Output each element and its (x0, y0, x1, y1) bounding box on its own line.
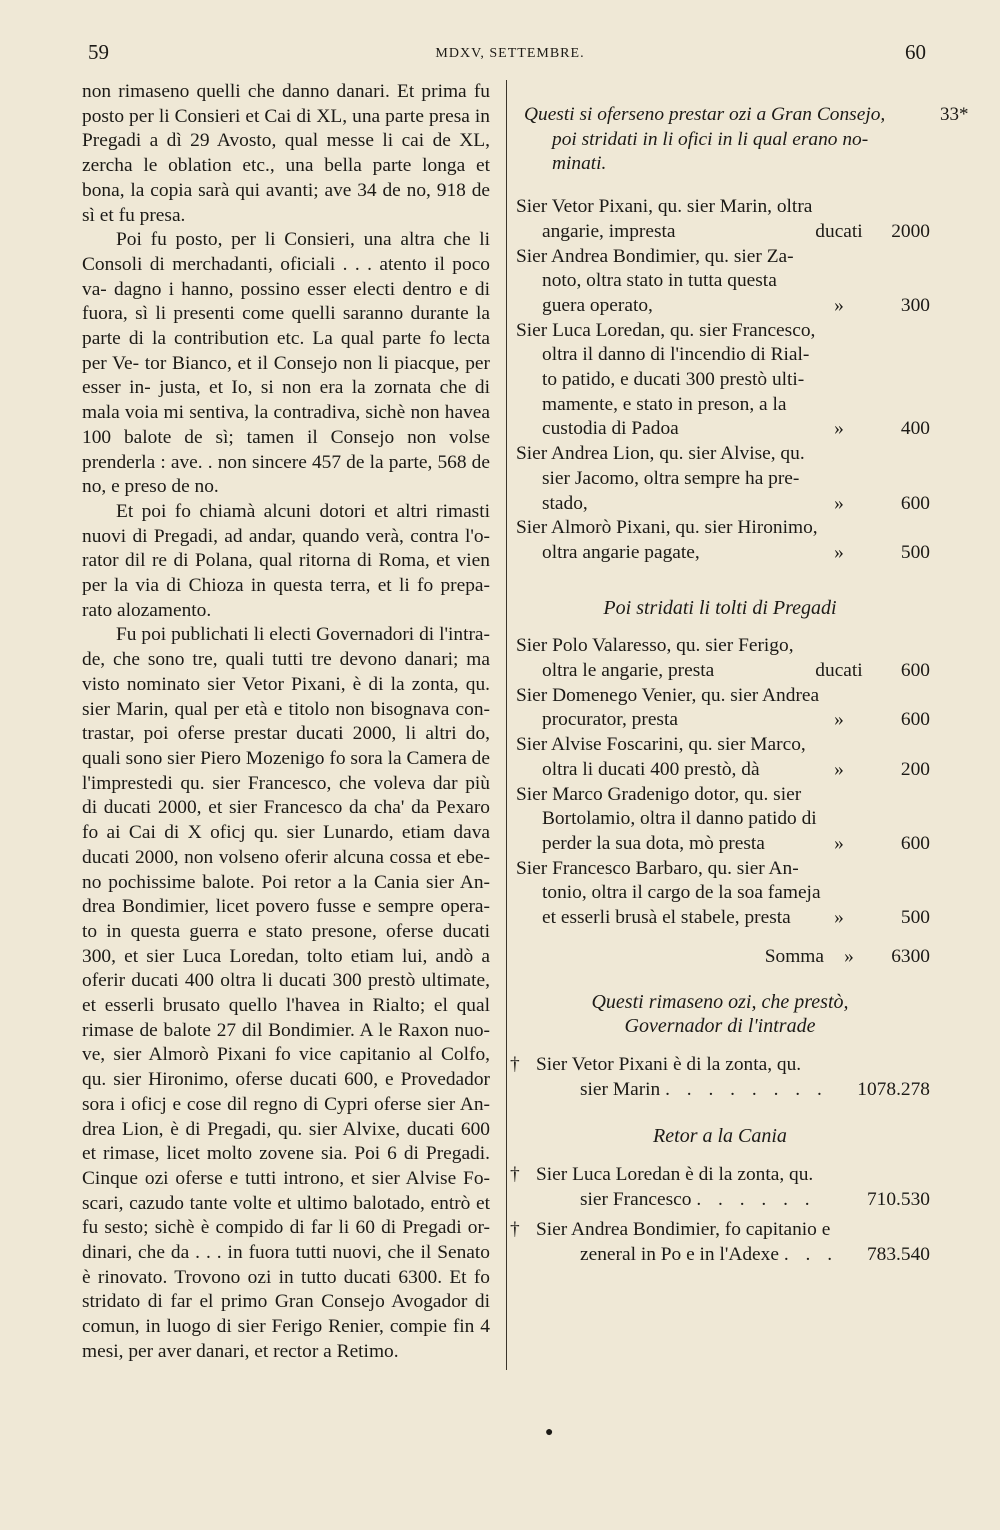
section-title-line: Governador di l'intrade (624, 1015, 816, 1038)
text-line: fu presa. (118, 204, 186, 226)
list-item (510, 516, 930, 565)
amount (804, 220, 930, 245)
amount-prefix: » (834, 832, 844, 854)
text-line: è rinovato. Trovono ozi in tutto ducati 6300. Et fo (82, 1266, 490, 1288)
list-item (510, 857, 930, 931)
text-line: justa, et Io, si non era la zornata che di mala voia mi (82, 377, 490, 424)
text-line: in Pregadi a dì 29 Avosto, qual messe li cai de XL, (82, 105, 490, 152)
text-line: rator dil re di Polana, qual ritorna di Roma, et vien (82, 550, 490, 572)
list-item (510, 195, 930, 244)
list-item (510, 442, 930, 516)
leader-dots: . . . . . . . . (665, 1078, 828, 1100)
text-line: sentiva, la contradiva, sichè non havea 100 balote de (82, 402, 490, 448)
text-line: to in questa guerra e stato presone, oferse ducati (82, 920, 490, 942)
text-line: la copia sarà qui avanti; ave 34 de no, 918 de sì et (82, 179, 490, 226)
entry-text: zeneral in Po e in l'Adexe (580, 1244, 779, 1266)
intro-line: Questi si oferseno prestar ozi a Gran Consejo, (524, 104, 886, 125)
amount-value: 710.530 (866, 1188, 930, 1210)
text-line: dagno i hanno, possino esser electi dentro e di fuora, (82, 278, 490, 325)
amount (804, 906, 930, 931)
left-column (82, 80, 490, 1365)
dagger-mark: † (510, 1053, 520, 1075)
amount-value: 200 (900, 758, 930, 780)
text-line: non rimaseno quelli che danno danari. Et prima fu (82, 81, 490, 102)
entry-line: oltra il danno di l'incendio di Rial- (542, 344, 810, 366)
amount-value: 2000 (891, 220, 930, 242)
list-item (510, 783, 930, 857)
text-line: Et poi fo chiamà alcuni dotori et altri rimasti (116, 500, 490, 522)
running-header: MDXV, SETTEMBRE. (435, 46, 585, 61)
entry-text: sier Marin (580, 1078, 661, 1100)
text-line: 300, et sier Luca Loredan, tolto etiam lui, andò a (82, 945, 490, 967)
amount-value: 600 (900, 660, 930, 682)
intro-line: poi stridati in li ofici in li qual erano no- (552, 128, 869, 150)
amount (804, 294, 930, 319)
entry-line: et esserli brusà el stabele, presta (542, 907, 791, 929)
amount-value: 783.540 (866, 1244, 930, 1266)
entry-line: custodia di Padoa (542, 418, 679, 440)
amount-value: 300 (900, 294, 930, 316)
amount (804, 832, 930, 857)
sum-row (510, 945, 930, 970)
text-line: qu. sier Hironimo, oferse ducati 600, e Provedador (82, 1069, 490, 1091)
entry-line: oltra li ducati 400 prestò, dà (542, 758, 760, 780)
paragraph (82, 80, 490, 228)
list-item (510, 319, 930, 443)
entry-text: sier Francesco (580, 1188, 692, 1210)
amount-prefix: » (834, 492, 844, 514)
list-item (510, 634, 930, 683)
text-line: no pochissime balote. Poi retor a la Cania sier An- (82, 871, 490, 893)
amount (804, 659, 930, 684)
page-number-right: 60 (905, 40, 926, 64)
sum-label: Somma (764, 945, 824, 967)
text-line: Cinque ozi oferse e tutti introno, et sier Alvise Fo- (82, 1167, 490, 1189)
text-line: dinari, che da . . . in fuora tutti nuovi, che il Senato (82, 1242, 490, 1264)
amount-value: 600 (900, 709, 930, 731)
section-title (510, 990, 930, 1039)
text-line: et rimase, licet molto zovene sia. Poi 6 di Pregadi. (82, 1143, 490, 1165)
page-number-left: 59 (88, 40, 109, 64)
list-item (510, 1218, 930, 1267)
section-title: Retor a la Cania (653, 1125, 787, 1148)
entry-line: Sier Francesco Barbaro, qu. sier An- (516, 857, 799, 879)
entry-line: tonio, oltra il cargo de la soa fameja (542, 882, 821, 904)
text-line: sora i oficj e cose dil regno di Cypri oferse sier An- (82, 1093, 490, 1115)
entry-line: oltra le angarie, presta (542, 660, 715, 682)
entry-line: procurator, presta (542, 709, 678, 731)
right-column (510, 103, 969, 1274)
text-line: fo ai Cai di X oficj qu. sier Lunardo, etiam dava (82, 822, 490, 844)
amount-value: 1078.278 (857, 1078, 930, 1100)
amount-value: 600 (900, 492, 930, 514)
text-line: trastar, poi oferse prestar ducati 2000, li altri do, (82, 723, 490, 745)
text-line: rimase de balote 27 dil Bondimier. A le Raxon nuo- (82, 1019, 490, 1041)
entry-line: Sier Luca Loredan, qu. sier Francesco, (516, 319, 816, 341)
list-item (510, 245, 930, 319)
paragraph (82, 500, 490, 624)
amount-value: 400 (900, 418, 930, 440)
text-line: sincere 457 de la parte, 568 de no, e preso de no. (82, 451, 490, 498)
text-line: quali sono sier Piero Mozenigo fo sora la Camera de (82, 747, 490, 769)
list-item (510, 733, 930, 782)
text-line: sì li presenti come quelli saranno durante la parte (82, 303, 490, 350)
entry-line: guera operato, (542, 294, 653, 316)
entry-line: angarie, impresta (542, 220, 676, 242)
text-line: sì; tamen il Consejo non volse prenderla : ave. . non (82, 426, 490, 473)
text-line: zercha le oblation etc., una bella parte longa et bona, (82, 155, 490, 201)
entry-line: Sier Almorò Pixani, qu. sier Hironimo, (516, 517, 818, 539)
amount (804, 708, 930, 733)
amount-prefix: ducati (815, 660, 863, 682)
amount-prefix: » (834, 294, 844, 316)
leader-dots: . . . (783, 1244, 839, 1266)
amount (804, 541, 930, 566)
entry-line: Sier Polo Valaresso, qu. sier Ferigo, (516, 635, 794, 657)
text-line: di la contribution etc. La qual parte fo lecta per Ve- (82, 328, 490, 374)
text-line: oferir ducati 400 oltra li ducati 300 prestò ultimate, (82, 970, 490, 992)
section-title: Poi stridati li tolti di Pregadi (603, 596, 837, 619)
text-line: tor Bianco, et il Consejo non li piacque, per esser in- (82, 352, 490, 399)
entry-line: Bortolamio, oltra il danno patido di (542, 808, 817, 830)
column-divider (506, 80, 507, 1370)
entry-line: Sier Vetor Pixani, qu. sier Marin, oltra (516, 196, 813, 218)
amount (804, 492, 930, 517)
entry-line: Sier Andrea Bondimier, fo capitanio e (536, 1219, 831, 1241)
amount-value: 600 (900, 832, 930, 854)
sum-prefix: » (844, 945, 854, 967)
entry-line: Sier Luca Loredan è di la zonta, qu. (536, 1164, 814, 1186)
intro-line: minati. (552, 153, 607, 175)
list-item (510, 1163, 930, 1212)
text-line: stridato di far el primo Gran Consejo Avogador di (82, 1291, 490, 1313)
list-intro (510, 103, 969, 177)
amount-value: 500 (900, 907, 930, 929)
text-line: 4 mesi, per aver danari, et rector a Retimo. (82, 1316, 490, 1362)
text-line: posto per li Consieri et Cai di XL, una parte presa (82, 105, 470, 127)
amount-prefix: » (834, 758, 844, 780)
text-line: di ducati 2000, et sier Francesco da cha' da Pexaro (82, 797, 490, 819)
entry-line: Sier Vetor Pixani è di la zonta, qu. (536, 1053, 802, 1075)
text-line: l'imprestedi qu. sier Francesco, che voleva dar più (82, 772, 490, 794)
entry-line: noto, oltra stato in tutta questa (542, 270, 777, 292)
leader-dots: . . . . . . (696, 1188, 816, 1210)
text-line: de, che sono tre, quali tutti tre devono danari; ma (82, 649, 490, 671)
entry-line: Sier Domenego Venier, qu. sier Andrea (516, 684, 820, 706)
text-line: fu sesto; sichè è compido di far li 60 di Pregadi or- (82, 1217, 490, 1239)
text-line: Consoli di merchadanti, oficiali . . . atento il poco va- (82, 253, 490, 300)
amount-prefix: » (834, 709, 844, 731)
section-title-line: Questi rimaseno ozi, che prestò, (591, 990, 849, 1013)
list-item (510, 1053, 930, 1102)
amount-prefix: » (834, 418, 844, 440)
text-line: scari, cazudo tante volte et ultimo balotado, entrò et (82, 1192, 490, 1214)
text-line: Fu poi publichati li electi Governadori di l'intra- (116, 624, 490, 646)
text-line: comun, in luogo di sier Ferigo Renier, compie fin (82, 1316, 475, 1338)
amount-prefix: » (834, 541, 844, 563)
text-line: drea Lion, è di Pregadi, qu. sier Alvixe, ducati 600 (82, 1118, 490, 1140)
entry-line: mamente, e stato in preson, a la (542, 393, 787, 415)
list-item (510, 684, 930, 733)
text-line: drea Bondimier, licet povero fusse e sempre opera- (82, 896, 490, 918)
amount-prefix: ducati (815, 220, 863, 242)
text-line: sier Marin, qual per età e titolo non bisognava con- (82, 698, 490, 720)
paragraph (82, 623, 490, 1364)
amount (804, 758, 930, 783)
footer-mark: ● (545, 1425, 554, 1440)
text-line: Poi fu posto, per li Consieri, una altra che li (116, 229, 490, 251)
entry-line: Sier Andrea Lion, qu. sier Alvise, qu. (516, 443, 805, 465)
entry-line: Sier Andrea Bondimier, qu. sier Za- (516, 245, 794, 267)
entry-line: to patido, e ducati 300 prestò ulti- (542, 369, 805, 391)
margin-number: 33* (940, 104, 969, 125)
text-line: rato alozamento. (82, 599, 212, 621)
text-line: visto nominato sier Vetor Pixani, è di la zonta, qu. (82, 673, 490, 695)
amount (804, 417, 930, 442)
text-line: nuovi di Pregadi, ad andar, quando verà, contra l'o- (82, 525, 490, 547)
text-line: per la via di Chioza in questa terra, et li fo prepa- (82, 575, 490, 597)
entry-line: Sier Alvise Foscarini, qu. sier Marco, (516, 734, 806, 756)
dagger-mark: † (510, 1219, 520, 1241)
paragraph (82, 228, 490, 500)
amount-value: 500 (900, 541, 930, 563)
text-line: et esserli brusato quello l'havea in Rialto; el qual (82, 995, 490, 1017)
dagger-mark: † (510, 1164, 520, 1186)
entry-line: sier Jacomo, oltra sempre ha pre- (542, 467, 800, 489)
entry-line: stado, (542, 492, 588, 514)
entry-line: Sier Marco Gradenigo dotor, qu. sier (516, 783, 802, 805)
entry-line: perder la sua dota, mò presta (542, 832, 765, 854)
entry-line: oltra angarie pagate, (542, 541, 700, 563)
text-line: ducati 2000, non volseno oferir alcuna cossa et ebe- (82, 846, 490, 868)
amount-prefix: » (834, 907, 844, 929)
text-line: ve, sier Almorò Pixani fo vice capitanio al Colfo, (82, 1044, 490, 1066)
sum-value: 6300 (891, 945, 930, 967)
